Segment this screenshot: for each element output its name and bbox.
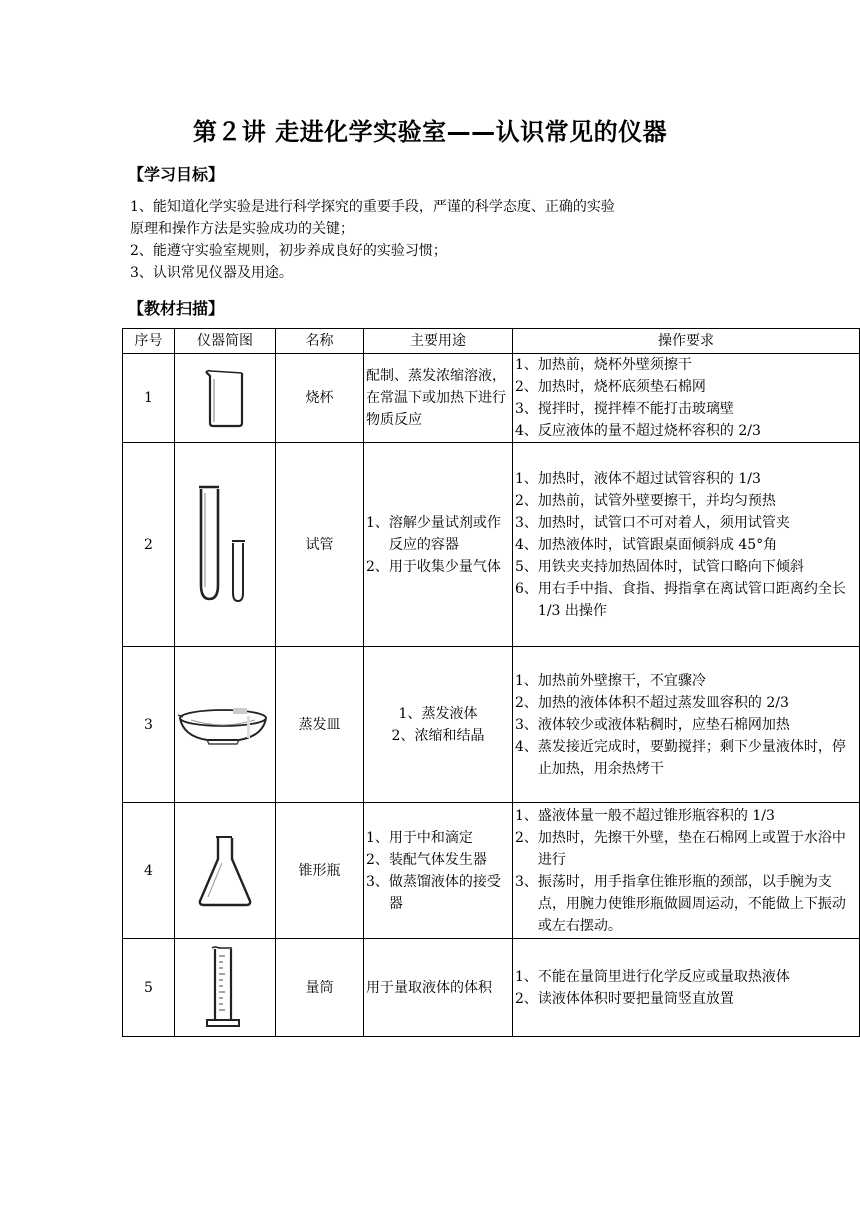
conical-flask-icon <box>177 833 273 909</box>
operation-text: 振荡时，用手指拿住锥形瓶的颈部，以手腕为支点，用腕力使锥形瓶做圆周运动，不能做上下振动或左右摆动。 <box>537 873 846 934</box>
operation-item <box>515 534 857 556</box>
evaporating-dish-icon <box>177 698 273 752</box>
header-name: 名称 <box>276 329 364 354</box>
table-row <box>123 939 860 1037</box>
use-text: 蒸发液体 <box>421 705 478 722</box>
operation-text: 读液体体积时要把量筒竖直放置 <box>537 990 734 1007</box>
instrument-name: 烧杯 <box>276 354 364 443</box>
header-image: 仪器简图 <box>175 329 276 354</box>
use-item <box>366 977 510 999</box>
operation-text: 加热时，试管口不可对着人，须用试管夹 <box>537 514 790 531</box>
learning-goals-heading: 【学习目标】 <box>128 165 225 184</box>
operation-number: 2、 <box>515 379 538 395</box>
instrument-name: 蒸发皿 <box>276 647 364 803</box>
operation-text: 加热前，烧杯外壁须擦干 <box>537 357 692 373</box>
operation-text: 液体较少或液体粘稠时，应垫石棉网加热 <box>537 716 790 733</box>
row-number: 1 <box>123 354 175 443</box>
operation-number: 1、 <box>515 807 538 824</box>
use-item <box>366 556 510 578</box>
instrument-name: 锥形瓶 <box>276 803 364 939</box>
table-row <box>123 443 860 647</box>
operation-item <box>515 805 857 827</box>
operation-cell <box>513 443 860 647</box>
table-row <box>123 354 860 443</box>
use-item <box>366 725 510 747</box>
main-use-cell <box>364 647 513 803</box>
use-item <box>366 512 510 556</box>
use-number: 1、 <box>366 514 389 531</box>
goal-line: 原理和操作方法是实验成功的关键； <box>130 221 354 237</box>
beaker-icon <box>177 367 273 429</box>
main-use-cell <box>364 354 513 443</box>
operation-cell <box>513 803 860 939</box>
goal-line: 3、认识常见仪器及用途。 <box>130 265 293 281</box>
use-item <box>366 703 510 725</box>
operation-text: 用铁夹夹持加热固体时，试管口略向下倾斜 <box>537 558 804 575</box>
instrument-name: 量筒 <box>276 939 364 1037</box>
page-title: 第２讲 走进化学实验室——认识常见的仪器 <box>192 118 668 146</box>
operation-text: 不能在量筒里进行化学反应或量取热液体 <box>537 968 790 985</box>
instrument-image-cell <box>175 939 276 1037</box>
use-text: 用于中和滴定 <box>388 829 473 846</box>
operation-number: 1、 <box>515 672 538 689</box>
table-row <box>123 647 860 803</box>
operation-item <box>515 578 857 622</box>
use-item <box>366 827 510 849</box>
goal-line: 2、能遵守实验室规则，初步养成良好的实验习惯； <box>130 243 447 259</box>
row-number: 3 <box>123 647 175 803</box>
operation-cell <box>513 354 860 443</box>
test-tube-icon <box>177 483 273 607</box>
textbook-scan-heading: 【教材扫描】 <box>128 299 225 318</box>
use-item <box>366 871 510 915</box>
operation-text: 加热前外壁擦干，不宜骤冷 <box>537 672 706 689</box>
operation-item <box>515 376 857 398</box>
operation-item <box>515 490 857 512</box>
operation-item <box>515 988 857 1010</box>
operation-item <box>515 966 857 988</box>
operation-text: 盛液体量一般不超过锥形瓶容积的 1/3 <box>537 807 775 824</box>
instrument-name: 试管 <box>276 443 364 647</box>
main-use-cell <box>364 803 513 939</box>
operation-item <box>515 827 857 871</box>
use-item <box>366 849 510 871</box>
header-use: 主要用途 <box>364 329 513 354</box>
row-number: 2 <box>123 443 175 647</box>
operation-item <box>515 871 857 937</box>
use-item <box>366 365 510 431</box>
header-operation: 操作要求 <box>513 329 860 354</box>
operation-item <box>515 670 857 692</box>
instrument-image-cell <box>175 354 276 443</box>
operation-number: 6、 <box>515 580 538 597</box>
graduated-cylinder-icon <box>177 944 273 1032</box>
operation-text: 加热液体时，试管跟桌面倾斜成 45°角 <box>537 536 778 553</box>
operation-number: 3、 <box>515 401 538 417</box>
operation-cell <box>513 647 860 803</box>
goal-line: 1、能知道化学实验是进行科学探究的重要手段，严谨的科学态度、正确的实验 <box>130 199 615 215</box>
use-text: 做蒸馏液体的接受器 <box>388 873 501 912</box>
use-text: 浓缩和结晶 <box>414 727 485 744</box>
operation-number: 4、 <box>515 536 538 553</box>
use-number: 3、 <box>366 873 389 890</box>
operation-text: 加热时，先擦干外壁，垫在石棉网上或置于水浴中进行 <box>537 829 846 868</box>
instrument-image-cell <box>175 647 276 803</box>
operation-number: 4、 <box>515 738 538 755</box>
use-text: 配制、蒸发浓缩溶液，在常温下或加热下进行物质反应 <box>366 368 506 428</box>
operation-item <box>515 736 857 780</box>
use-number: 1、 <box>398 705 422 722</box>
operation-number: 2、 <box>515 694 538 711</box>
operation-item <box>515 354 857 376</box>
operation-text: 加热前，试管外壁要擦干，并均匀预热 <box>537 492 776 509</box>
operation-number: 1、 <box>515 357 538 373</box>
operation-number: 2、 <box>515 492 538 509</box>
operation-number: 1、 <box>515 968 538 985</box>
operation-text: 加热时，烧杯底须垫石棉网 <box>537 379 706 395</box>
operation-text: 蒸发接近完成时，要勤搅拌；剩下少量液体时，停止加热，用余热烤干 <box>537 738 846 777</box>
row-number: 4 <box>123 803 175 939</box>
instrument-image-cell <box>175 443 276 647</box>
operation-number: 3、 <box>515 514 538 531</box>
table-row <box>123 803 860 939</box>
operation-item <box>515 512 857 534</box>
use-text: 用于收集少量气体 <box>388 558 501 575</box>
use-text: 溶解少量试剂或作反应的容器 <box>388 514 501 553</box>
row-number: 5 <box>123 939 175 1037</box>
instrument-image-cell <box>175 803 276 939</box>
operation-cell <box>513 939 860 1037</box>
use-number: 2、 <box>366 851 389 868</box>
use-number: 2、 <box>391 727 415 744</box>
operation-item <box>515 556 857 578</box>
operation-text: 加热时，液体不超过试管容积的 1/3 <box>537 470 761 487</box>
main-use-cell <box>364 939 513 1037</box>
use-number: 2、 <box>366 558 389 575</box>
operation-text: 用右手中指、食指、拇指拿在离试管口距离约全长 1/3 出操作 <box>537 580 846 619</box>
header-no: 序号 <box>123 329 175 354</box>
operation-number: 3、 <box>515 873 538 890</box>
use-text: 装配气体发生器 <box>388 851 487 868</box>
operation-item <box>515 420 857 442</box>
table-header-row <box>123 329 860 354</box>
operation-item <box>515 468 857 490</box>
operation-number: 1、 <box>515 470 538 487</box>
operation-number: 2、 <box>515 990 538 1007</box>
learning-goals <box>130 196 770 284</box>
operation-item <box>515 398 857 420</box>
operation-item <box>515 692 857 714</box>
operation-number: 2、 <box>515 829 538 846</box>
operation-text: 搅拌时，搅拌棒不能打击玻璃壁 <box>537 401 734 417</box>
operation-item <box>515 714 857 736</box>
operation-number: 5、 <box>515 558 538 575</box>
instrument-table <box>122 328 860 1037</box>
use-number: 1、 <box>366 829 389 846</box>
main-use-cell <box>364 443 513 647</box>
operation-number: 4、 <box>515 423 538 439</box>
operation-number: 3、 <box>515 716 538 733</box>
operation-text: 加热的液体体积不超过蒸发皿容积的 2/3 <box>537 694 789 711</box>
use-text: 用于量取液体的体积 <box>366 979 492 996</box>
operation-text: 反应液体的量不超过烧杯容积的 2/3 <box>537 423 761 439</box>
